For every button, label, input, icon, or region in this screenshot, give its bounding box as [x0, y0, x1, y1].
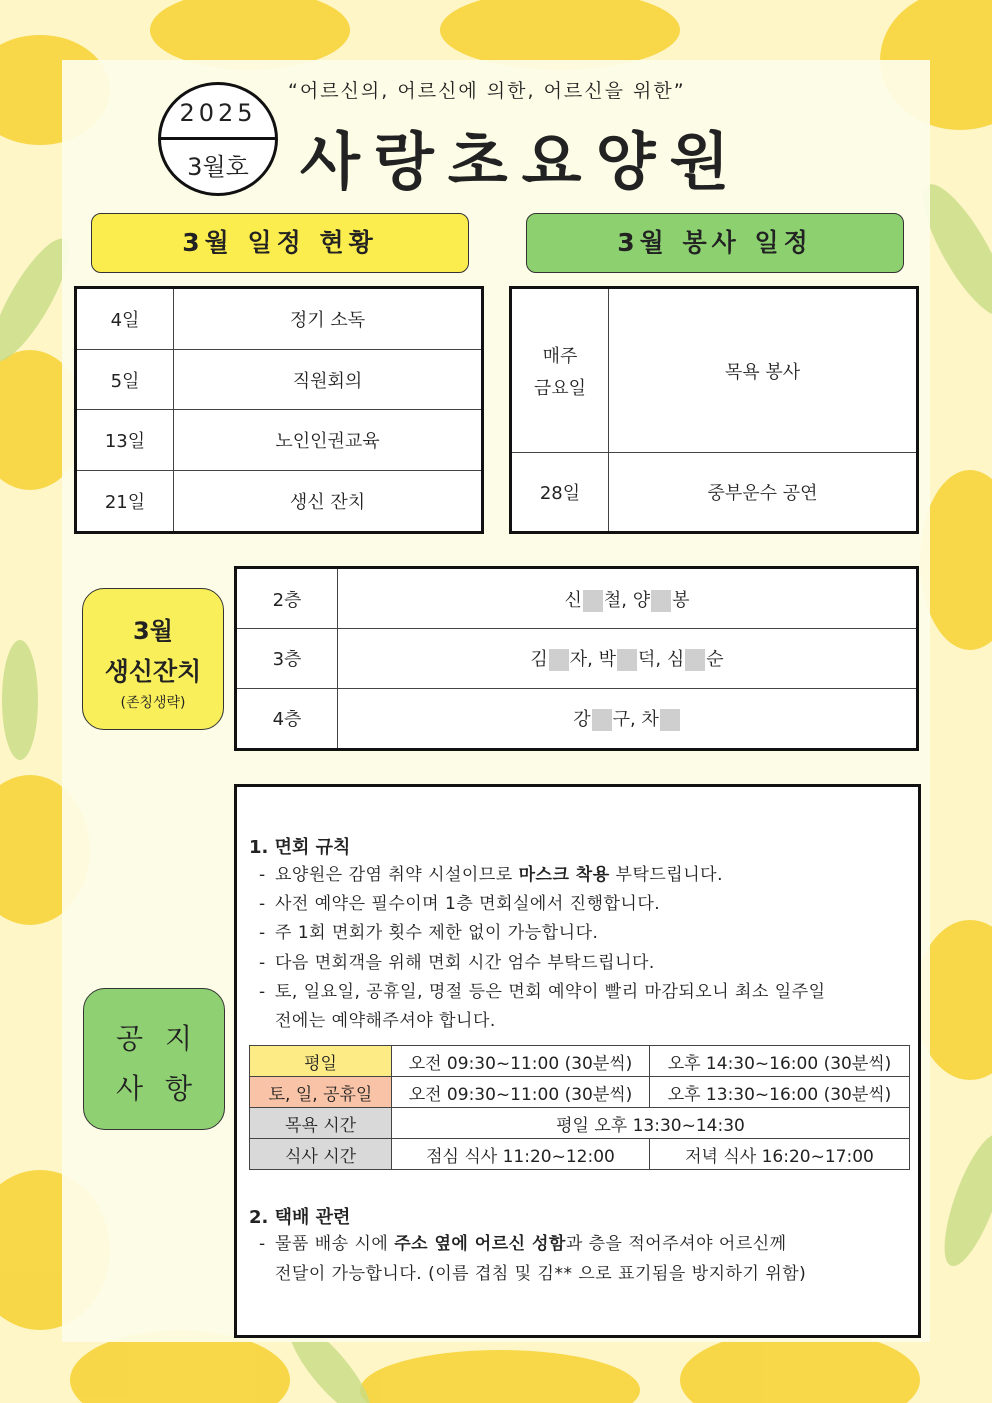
- redaction-block: [583, 590, 603, 612]
- floor-label: 2층: [236, 568, 338, 629]
- list-item-continued: 전에는 예약해주셔야 합니다.: [275, 1011, 496, 1031]
- birthday-note: (존칭생략): [120, 695, 186, 711]
- time-cell: 평일 오후 13:30~14:30: [392, 1108, 910, 1139]
- volunteer-event: 목욕 봉사: [609, 288, 918, 453]
- birthday-title: 생신잔치: [104, 657, 202, 686]
- volunteer-day-line2: 금요일: [533, 377, 587, 399]
- birthday-label: [82, 588, 224, 730]
- redaction-block: [660, 709, 680, 731]
- list-item: - 사전 예약은 필수이며 1층 면회실에서 진행합니다.: [259, 894, 661, 914]
- issue-month: 3월호: [187, 153, 249, 181]
- list-item-continued: 전달이 가능합니다. (이름 겹침 및 김** 으로 표기됨을 방지하기 위함): [275, 1264, 807, 1284]
- schedule-day: 4일: [76, 288, 174, 350]
- birthday-names: 신 철, 양 봉: [338, 568, 918, 629]
- visiting-hours-table: [249, 1045, 910, 1170]
- table-row: [250, 1139, 910, 1170]
- section-title: 2. 택배 관련: [249, 1207, 351, 1228]
- volunteer-heading: 3월 봉사 일정: [526, 213, 904, 273]
- issue-badge: [158, 82, 278, 196]
- redaction-block: [651, 590, 671, 612]
- table-row: [511, 453, 918, 533]
- redaction-block: [592, 709, 612, 731]
- volunteer-day-line1: 매주: [542, 345, 578, 367]
- table-row: [250, 1108, 910, 1139]
- bath-label: 목욕 시간: [250, 1108, 392, 1139]
- volunteer-day: [511, 288, 609, 453]
- list-item: - 다음 면회객을 위해 면회 시간 엄수 부탁드립니다.: [259, 953, 655, 973]
- list-item: - 물품 배송 시에 주소 옆에 어르신 성함과 층을 적어주셔야 어르신께: [259, 1234, 787, 1254]
- schedule-heading: 3월 일정 현황: [91, 213, 469, 273]
- volunteer-day: 28일: [511, 453, 609, 533]
- schedule-day: 5일: [76, 350, 174, 410]
- table-row: [236, 568, 918, 629]
- slogan: “어르신의, 어르신에 의한, 어르신을 위한”: [288, 80, 686, 102]
- time-cell: 점심 식사 11:20~12:00: [392, 1139, 650, 1170]
- schedule-event: 노인인권교육: [174, 410, 483, 470]
- table-row: [76, 350, 483, 410]
- table-row: [236, 629, 918, 688]
- section-title: 1. 면회 규칙: [249, 837, 351, 858]
- notice-label-line2: 사항: [115, 1072, 215, 1105]
- floor-label: 4층: [236, 688, 338, 749]
- redaction-block: [685, 649, 705, 671]
- notice-label-line1: 공지: [115, 1022, 215, 1055]
- schedule-table: [74, 286, 484, 534]
- list-item: - 요양원은 감염 취약 시설이므로 마스크 착용 부탁드립니다.: [259, 865, 723, 885]
- schedule-event: 생신 잔치: [174, 470, 483, 532]
- schedule-event: 정기 소독: [174, 288, 483, 350]
- time-cell: 오전 09:30~11:00 (30분씩): [392, 1046, 650, 1077]
- time-cell: 오후 13:30~16:00 (30분씩): [650, 1077, 910, 1108]
- time-cell: 저녁 식사 16:20~17:00: [650, 1139, 910, 1170]
- birthday-names: 강 구, 차: [338, 688, 918, 749]
- list-item: - 토, 일요일, 공휴일, 명절 등은 면회 예약이 빨리 마감되오니 최소 일주일: [259, 982, 826, 1002]
- schedule-day: 13일: [76, 410, 174, 470]
- volunteer-table: [509, 286, 919, 534]
- floor-label: 3층: [236, 629, 338, 688]
- schedule-day: 21일: [76, 470, 174, 532]
- notice-box: [234, 784, 921, 1338]
- table-row: [250, 1077, 910, 1108]
- birthday-month: 3월: [133, 617, 173, 645]
- table-row: [76, 470, 483, 532]
- redaction-block: [549, 649, 569, 671]
- weekend-label: 토, 일, 공휴일: [250, 1077, 392, 1108]
- notice-label: [83, 988, 225, 1130]
- redaction-block: [617, 649, 637, 671]
- list-item: - 주 1회 면회가 횟수 제한 없이 가능합니다.: [259, 923, 599, 943]
- meal-label: 식사 시간: [250, 1139, 392, 1170]
- birthday-names: 김 자, 박 덕, 심 순: [338, 629, 918, 688]
- table-row: [236, 688, 918, 749]
- time-cell: 오후 14:30~16:00 (30분씩): [650, 1046, 910, 1077]
- table-row: [76, 288, 483, 350]
- weekday-label: 평일: [250, 1046, 392, 1077]
- birthday-table: [234, 566, 919, 751]
- table-row: [250, 1046, 910, 1077]
- table-row: [511, 288, 918, 453]
- table-row: [76, 410, 483, 470]
- page-title: 사랑초요양원: [300, 125, 744, 198]
- time-cell: 오전 09:30~11:00 (30분씩): [392, 1077, 650, 1108]
- issue-year: 2025: [179, 99, 257, 127]
- volunteer-event: 중부운수 공연: [609, 453, 918, 533]
- schedule-event: 직원회의: [174, 350, 483, 410]
